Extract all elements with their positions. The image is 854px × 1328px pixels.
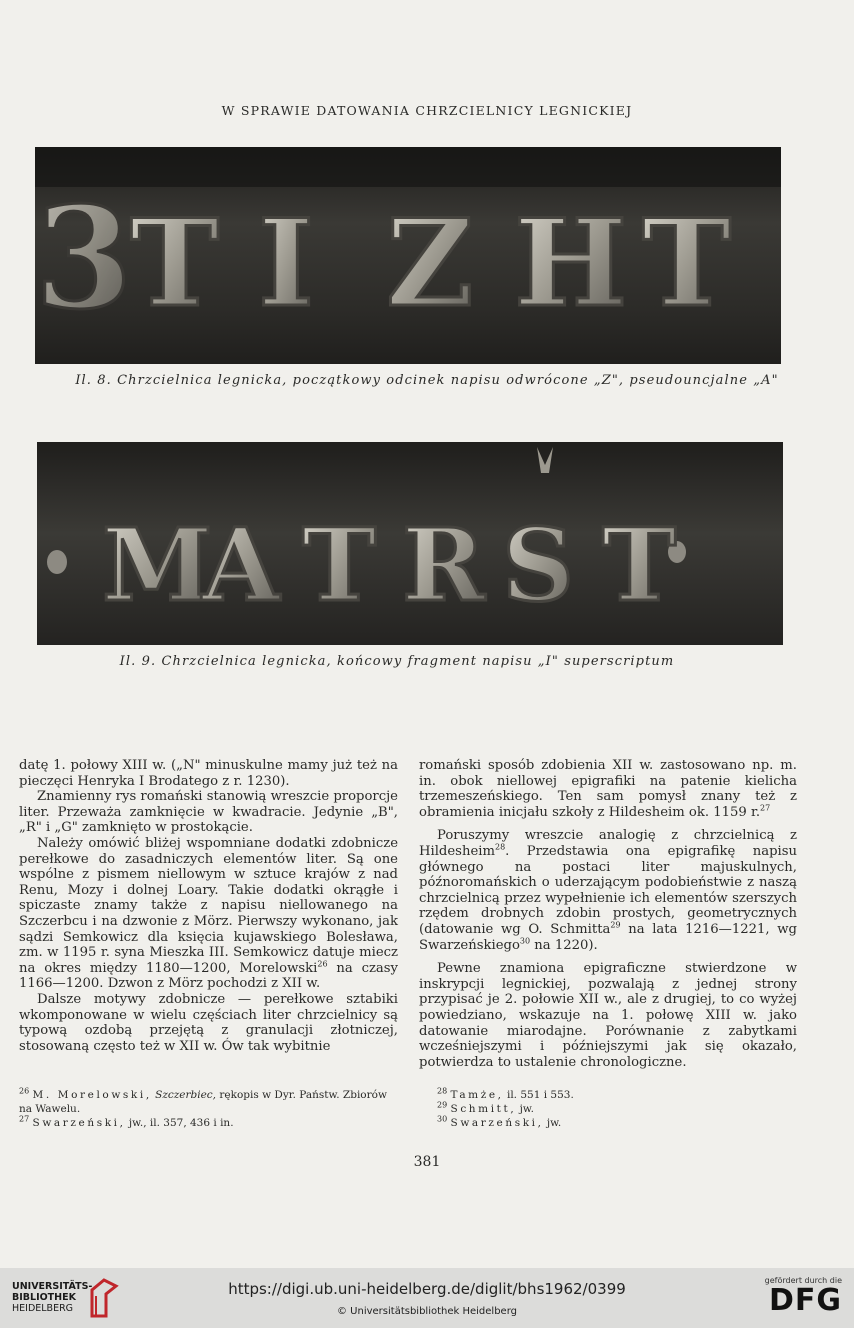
page-number: 381 bbox=[413, 1154, 441, 1170]
paragraph bbox=[19, 836, 398, 992]
permalink-url[interactable]: https://digi.ub.uni-heidelberg.de/diglit/bhs1962/0399 bbox=[228, 1280, 626, 1298]
dfg-logo[interactable] bbox=[765, 1276, 842, 1317]
paragraph bbox=[419, 828, 797, 953]
viewer-footer bbox=[0, 1268, 854, 1328]
paragraph: datę 1. połowy XIII w. („N" minuskulne mamy już też na pieczęci Henryka I Brodatego z r. 1230). bbox=[19, 758, 398, 789]
figure-8-caption: Il. 8. Chrzcielnica legnicka, początkowy odcinek napisu odwrócone „Z", pseudouncjalne „A" bbox=[75, 373, 779, 388]
engraved-letter: I bbox=[258, 193, 315, 334]
footnote-30 bbox=[437, 1116, 797, 1130]
footnote-title: Szczerbiec, bbox=[155, 1089, 217, 1101]
footnote-ref: 28 bbox=[494, 842, 506, 852]
footnotes-left bbox=[19, 1088, 398, 1130]
figure-8-image bbox=[35, 147, 781, 364]
footnote-text: jw. bbox=[516, 1103, 534, 1115]
library-name-line: UNIVERSITÄTS- bbox=[12, 1281, 93, 1292]
paragraph bbox=[419, 758, 797, 820]
footnote-number: 30 bbox=[437, 1114, 448, 1124]
footnote-number: 26 bbox=[19, 1086, 30, 1096]
engraved-letter: H bbox=[514, 193, 628, 334]
copyright-notice: © Universitätsbibliothek Heidelberg bbox=[336, 1306, 517, 1317]
footnote-ref: 27 bbox=[760, 803, 771, 813]
engraved-letter: T bbox=[302, 506, 377, 624]
engraved-letter: R bbox=[402, 506, 486, 624]
decorative-dot bbox=[47, 550, 67, 574]
footnote-26 bbox=[19, 1088, 398, 1116]
footnote-text: il. 551 i 553. bbox=[503, 1089, 574, 1101]
engraved-letter: S bbox=[502, 506, 575, 624]
footnote-text: jw., il. 357, 436 i in. bbox=[125, 1117, 234, 1129]
paragraph: Pewne znamiona epigraficzne stwierdzone w inskrypcji legnickiej, pozwalają z jednej strony przypisać je 2. połowie XII w., ale z drugiej, to co wyżej powiedziano, wskazuje na 1. połowę XIII w. jako datowanie miarodajne. Porównanie z zabytkami wcześniejszymi i późniejszymi jak się okazało, potwierdza to ustalenie chronologiczne. bbox=[419, 961, 797, 1070]
text-run: na 1220). bbox=[530, 937, 598, 953]
engraved-letter: A bbox=[202, 506, 280, 624]
footnote-author: M. Morelowski, bbox=[32, 1089, 152, 1101]
text-run: Należy omówić bliżej wspomniane dodatki zdobnicze perełkowe do zasadniczych elementów liter. Są one wspólne z pismem niellowym w sztuce krajów z nad Renu, Mozy i dolnej Loary. Takie dodatki okrągłe i spiczaste znamy także z napisu niellowanego na Szczerbcu i na dzwonie z Mörz. Pierwszy wykonano, jak sądzi Semkowicz dla księcia kujawskiego Bolesława, zm. w 1195 r. syna Mieszka III. Semkowicz datuje miecz na okres między 1180—1200, Morelowski bbox=[19, 835, 398, 976]
footnote-author: Schmitt, bbox=[450, 1103, 517, 1115]
text-run: na lata 1216—1221, wg Swarzeńskiego bbox=[419, 921, 797, 953]
text-run: romański sposób zdobienia XII w. zastosowano np. m. in. obok niellowej epigrafiki na patenie kielicha trzemeszeńskiego. Ten sam pomysł znany też z obramienia inicjału szkoły z Hildesheim ok. 1159 r. bbox=[419, 758, 797, 820]
figure-9-image bbox=[37, 442, 783, 645]
text-run: Poruszymy wreszcie analogię z chrzcielnicą z Hildesheim bbox=[419, 828, 797, 859]
library-name-line: BIBLIOTHEK bbox=[12, 1292, 76, 1303]
footnote-number: 28 bbox=[437, 1086, 448, 1096]
footnotes-right bbox=[437, 1088, 797, 1130]
footnote-ref: 26 bbox=[317, 959, 328, 969]
library-name-line: HEIDELBERG bbox=[12, 1303, 74, 1314]
text-run: na czasy 1166—1200. Dzwon z Mörz pochodzi z XII w. bbox=[19, 960, 398, 992]
footnote-text: jw. bbox=[543, 1117, 562, 1129]
footnote-author: Tamże, bbox=[450, 1089, 504, 1101]
running-head: W SPRAWIE DATOWANIA CHRZCIELNICY LEGNICKIEJ bbox=[221, 103, 633, 118]
engraved-letter: T bbox=[642, 193, 732, 334]
footnote-author: Swarzeński, bbox=[450, 1117, 544, 1129]
engraved-letter: T bbox=[130, 193, 220, 334]
svg-text:3: 3 bbox=[35, 177, 133, 341]
footnote-number: 27 bbox=[19, 1114, 30, 1124]
figure-9-photo bbox=[37, 442, 783, 645]
engraved-letter: M bbox=[102, 506, 213, 624]
figure-8-photo bbox=[35, 147, 781, 364]
footnote-number: 29 bbox=[437, 1100, 448, 1110]
footnote-text: rękopis w Dyr. Państw. Zbiorów na Wawelu. bbox=[19, 1089, 387, 1115]
funding-logo-text: DFG bbox=[768, 1283, 842, 1318]
paragraph: Znamienny rys romański stanowią wreszcie proporcje liter. Przeważa zamknięcie w kwadracie. Jedynie „B", „R" i „G" zamknięto w prostokącie. bbox=[19, 789, 398, 836]
funding-label: gefördert durch die bbox=[764, 1276, 842, 1285]
footnote-ref: 29 bbox=[610, 920, 621, 930]
footnote-27 bbox=[19, 1116, 398, 1130]
engraved-letter: T bbox=[602, 506, 677, 624]
text-run: . Przedstawia ona epigrafikę napisu głównego na postaci liter majuskulnych, późnoromańskich o uderzającym podobieństwie z naszą chrzcielnicą przez wypełnienie ich elementów szerszych rzędem drobnych zdobin prostych, geometrycznych (datowanie wg O. Schmitta bbox=[419, 843, 797, 937]
engraved-letter: Z bbox=[386, 193, 474, 334]
right-column bbox=[419, 758, 797, 1070]
footnote-29 bbox=[437, 1102, 797, 1116]
paragraph: Dalsze motywy zdobnicze — perełkowe sztabiki wkomponowane w wielu częściach liter chrzcielnicy są typową ozdobą przejętą z granulacji złotniczej, stosowaną często też w XII w. Ów tak wybitnie bbox=[19, 991, 398, 1054]
footnote-ref: 30 bbox=[519, 936, 531, 946]
footnote-author: Swarzeński, bbox=[32, 1117, 126, 1129]
footnote-28 bbox=[437, 1088, 797, 1102]
figure-9-caption: Il. 9. Chrzcielnica legnicka, końcowy fragment napisu „I" superscriptum bbox=[119, 654, 675, 669]
left-column bbox=[19, 758, 398, 1054]
